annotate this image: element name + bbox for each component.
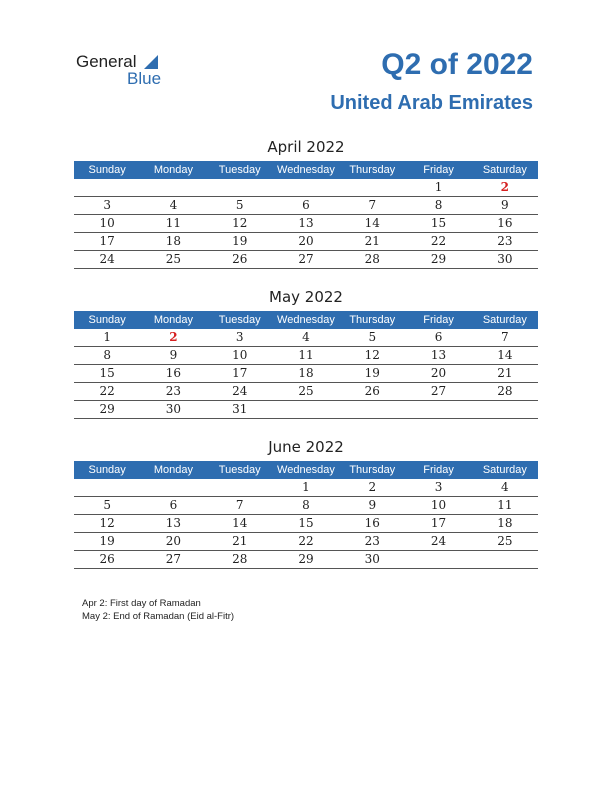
weekday-header: Friday <box>405 311 471 329</box>
day-cell: 3 <box>405 479 471 497</box>
calendar-table <box>74 161 538 269</box>
day-cell: 13 <box>405 347 471 365</box>
month-april <box>74 137 538 269</box>
day-cell: 6 <box>273 197 339 215</box>
holiday-note: Apr 2: First day of Ramadan <box>82 598 201 609</box>
brand-logo <box>76 50 186 90</box>
day-cell: 13 <box>273 215 339 233</box>
day-cell: 17 <box>405 515 471 533</box>
page-subtitle: United Arab Emirates <box>330 92 533 114</box>
day-cell <box>273 401 339 419</box>
day-cell <box>207 479 273 497</box>
weekday-header: Saturday <box>472 461 538 479</box>
day-cell: 2 <box>140 329 206 347</box>
day-cell: 20 <box>273 233 339 251</box>
day-cell: 14 <box>339 215 405 233</box>
day-cell: 19 <box>339 365 405 383</box>
day-cell: 12 <box>74 515 140 533</box>
day-cell <box>405 401 471 419</box>
week-row <box>74 347 538 365</box>
month-title: June 2022 <box>268 438 344 456</box>
day-cell: 29 <box>74 401 140 419</box>
day-cell: 22 <box>405 233 471 251</box>
day-cell: 28 <box>339 251 405 269</box>
weekday-header: Friday <box>405 161 471 179</box>
week-row <box>74 251 538 269</box>
day-cell: 12 <box>207 215 273 233</box>
day-cell: 27 <box>405 383 471 401</box>
day-cell <box>273 179 339 197</box>
weekday-header: Wednesday <box>273 461 339 479</box>
day-cell: 21 <box>339 233 405 251</box>
day-cell <box>339 179 405 197</box>
weekday-header: Sunday <box>74 161 140 179</box>
day-cell: 6 <box>140 497 206 515</box>
week-row <box>74 479 538 497</box>
day-cell: 1 <box>405 179 471 197</box>
day-cell: 11 <box>140 215 206 233</box>
holiday-notes <box>82 597 234 623</box>
day-cell <box>74 479 140 497</box>
day-cell: 26 <box>74 551 140 569</box>
day-cell: 14 <box>207 515 273 533</box>
day-cell: 21 <box>207 533 273 551</box>
day-cell: 4 <box>273 329 339 347</box>
weekday-header: Monday <box>140 161 206 179</box>
day-cell: 8 <box>405 197 471 215</box>
weekday-header: Sunday <box>74 311 140 329</box>
month-june <box>74 437 538 569</box>
day-cell: 30 <box>140 401 206 419</box>
day-cell: 1 <box>74 329 140 347</box>
day-cell: 16 <box>140 365 206 383</box>
day-cell: 18 <box>273 365 339 383</box>
day-cell: 15 <box>74 365 140 383</box>
day-cell: 5 <box>339 329 405 347</box>
weekday-header: Tuesday <box>207 161 273 179</box>
page-title: Q2 of 2022 <box>381 48 533 81</box>
weekday-header: Thursday <box>339 311 405 329</box>
day-cell: 9 <box>140 347 206 365</box>
weekday-header: Thursday <box>339 461 405 479</box>
day-cell: 6 <box>405 329 471 347</box>
day-cell: 17 <box>74 233 140 251</box>
day-cell: 16 <box>339 515 405 533</box>
week-row <box>74 515 538 533</box>
logo-text-general: General <box>76 52 137 71</box>
week-row <box>74 215 538 233</box>
day-cell <box>207 179 273 197</box>
day-cell: 4 <box>140 197 206 215</box>
holiday-note: May 2: End of Ramadan (Eid al-Fitr) <box>82 611 235 622</box>
weekday-header: Saturday <box>472 161 538 179</box>
day-cell: 11 <box>273 347 339 365</box>
day-cell: 21 <box>472 365 538 383</box>
day-cell: 23 <box>472 233 538 251</box>
day-cell: 19 <box>207 233 273 251</box>
weekday-header: Monday <box>140 461 206 479</box>
day-cell <box>140 179 206 197</box>
month-title: April 2022 <box>267 138 345 156</box>
week-row <box>74 365 538 383</box>
week-row <box>74 497 538 515</box>
day-cell: 16 <box>472 215 538 233</box>
day-cell: 13 <box>140 515 206 533</box>
day-cell: 24 <box>405 533 471 551</box>
day-cell: 7 <box>207 497 273 515</box>
day-cell <box>472 401 538 419</box>
day-cell: 10 <box>405 497 471 515</box>
logo-text-blue: Blue <box>127 69 162 88</box>
day-cell: 31 <box>207 401 273 419</box>
day-cell: 4 <box>472 479 538 497</box>
day-cell: 7 <box>339 197 405 215</box>
weekday-header: Thursday <box>339 161 405 179</box>
day-cell <box>472 551 538 569</box>
month-may <box>74 287 538 419</box>
day-cell: 8 <box>74 347 140 365</box>
day-cell: 5 <box>207 197 273 215</box>
day-cell: 12 <box>339 347 405 365</box>
day-cell: 25 <box>472 533 538 551</box>
day-cell: 29 <box>273 551 339 569</box>
day-cell: 10 <box>74 215 140 233</box>
week-row <box>74 533 538 551</box>
day-cell: 24 <box>74 251 140 269</box>
day-cell: 24 <box>207 383 273 401</box>
day-cell: 3 <box>207 329 273 347</box>
week-row <box>74 383 538 401</box>
day-cell: 23 <box>140 383 206 401</box>
day-cell: 29 <box>405 251 471 269</box>
day-cell: 10 <box>207 347 273 365</box>
day-cell: 20 <box>405 365 471 383</box>
day-cell: 7 <box>472 329 538 347</box>
week-row <box>74 233 538 251</box>
day-cell: 28 <box>472 383 538 401</box>
day-cell: 28 <box>207 551 273 569</box>
day-cell: 25 <box>140 251 206 269</box>
day-cell <box>74 179 140 197</box>
month-title: May 2022 <box>269 288 343 306</box>
day-cell: 18 <box>140 233 206 251</box>
day-cell: 14 <box>472 347 538 365</box>
week-row <box>74 197 538 215</box>
week-row <box>74 179 538 197</box>
day-cell <box>405 551 471 569</box>
week-row <box>74 551 538 569</box>
day-cell: 1 <box>273 479 339 497</box>
day-cell: 26 <box>207 251 273 269</box>
day-cell: 20 <box>140 533 206 551</box>
day-cell: 17 <box>207 365 273 383</box>
weekday-header: Tuesday <box>207 311 273 329</box>
day-cell: 30 <box>339 551 405 569</box>
weekday-header: Saturday <box>472 311 538 329</box>
day-cell: 26 <box>339 383 405 401</box>
day-cell: 25 <box>273 383 339 401</box>
day-cell: 2 <box>472 179 538 197</box>
day-cell: 15 <box>405 215 471 233</box>
week-row <box>74 329 538 347</box>
day-cell: 15 <box>273 515 339 533</box>
weekday-header: Monday <box>140 311 206 329</box>
day-cell: 8 <box>273 497 339 515</box>
day-cell: 9 <box>472 197 538 215</box>
calendar-table <box>74 461 538 569</box>
day-cell: 22 <box>273 533 339 551</box>
day-cell: 19 <box>74 533 140 551</box>
day-cell <box>140 479 206 497</box>
weekday-header: Wednesday <box>273 161 339 179</box>
day-cell: 9 <box>339 497 405 515</box>
day-cell: 30 <box>472 251 538 269</box>
day-cell: 3 <box>74 197 140 215</box>
weekday-header: Tuesday <box>207 461 273 479</box>
day-cell: 5 <box>74 497 140 515</box>
day-cell: 2 <box>339 479 405 497</box>
day-cell: 23 <box>339 533 405 551</box>
calendar-table <box>74 311 538 419</box>
day-cell: 11 <box>472 497 538 515</box>
weekday-header: Friday <box>405 461 471 479</box>
day-cell: 27 <box>273 251 339 269</box>
day-cell <box>339 401 405 419</box>
weekday-header: Sunday <box>74 461 140 479</box>
weekday-header: Wednesday <box>273 311 339 329</box>
day-cell: 22 <box>74 383 140 401</box>
day-cell: 18 <box>472 515 538 533</box>
day-cell: 27 <box>140 551 206 569</box>
week-row <box>74 401 538 419</box>
